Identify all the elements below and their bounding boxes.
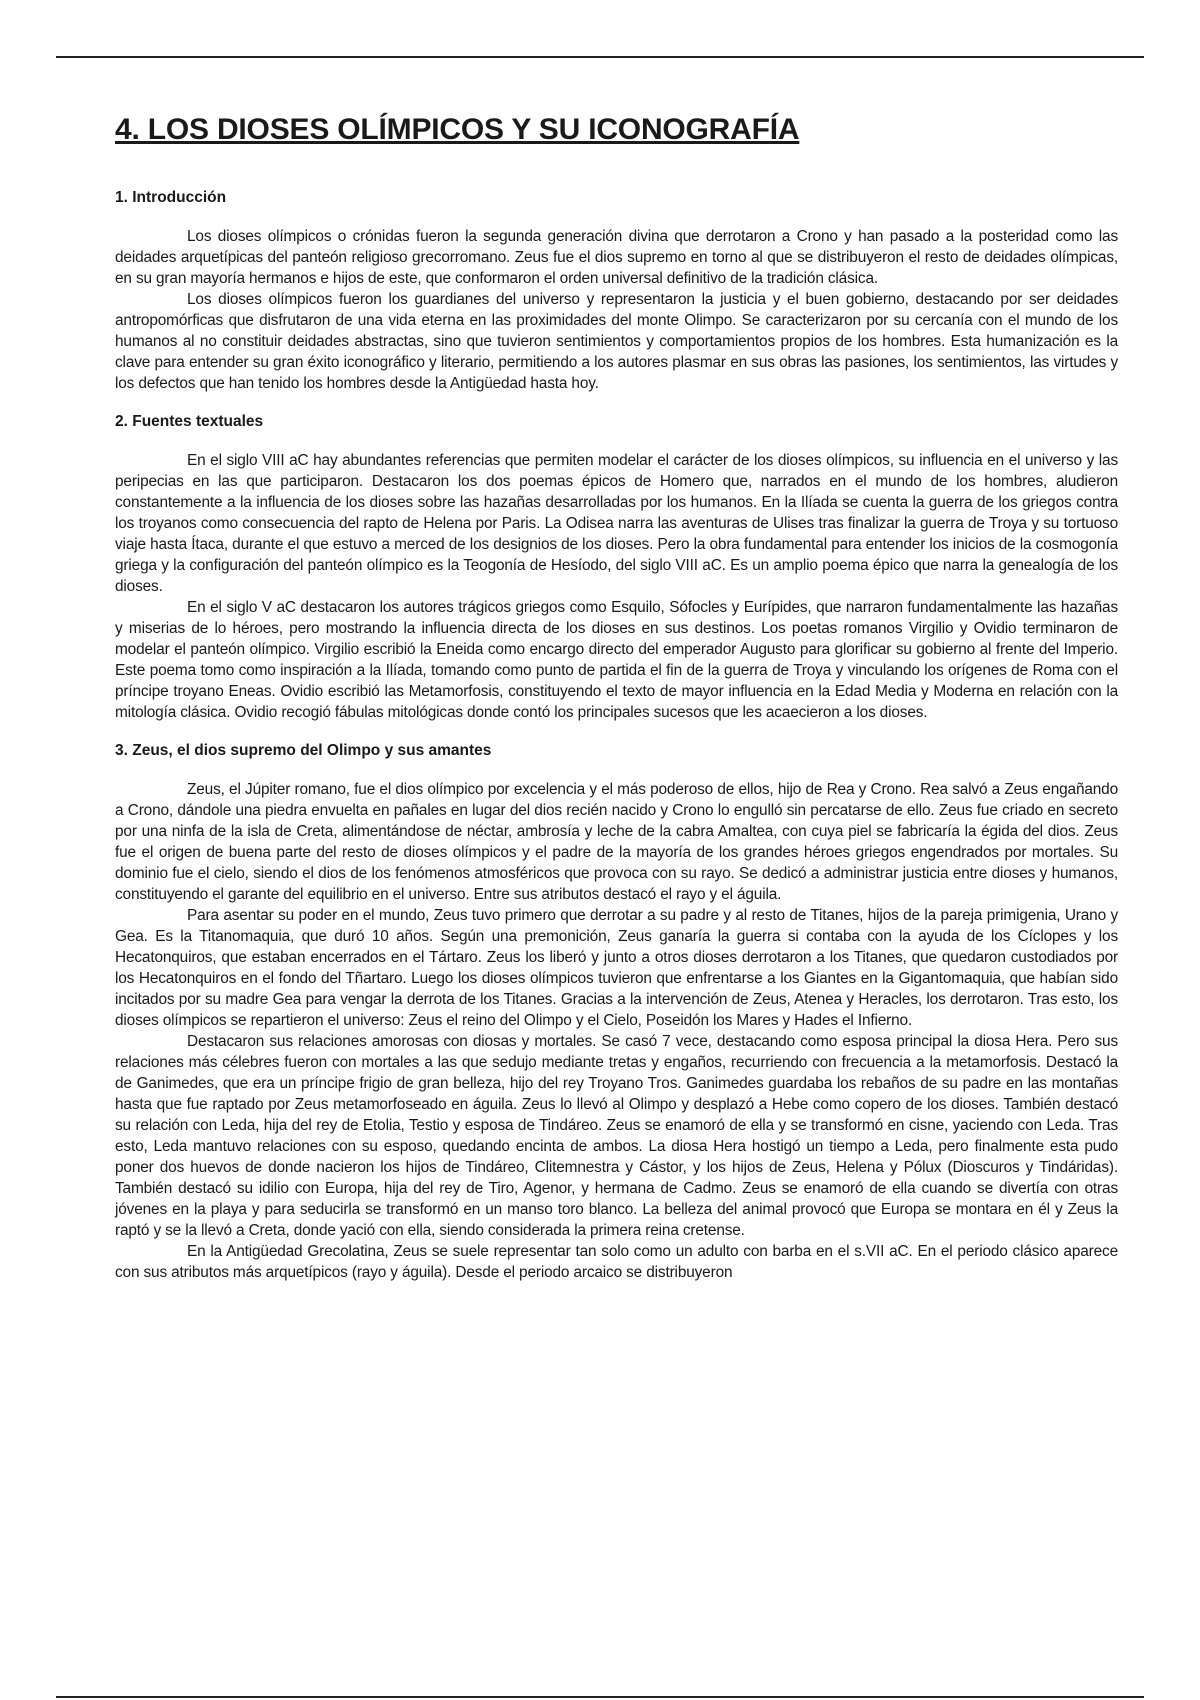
section-heading-zeus: 3. Zeus, el dios supremo del Olimpo y sus amantes: [115, 742, 492, 759]
paragraph: Los dioses olímpicos o crónidas fueron la segunda generación divina que derrotaron a Crono y han pasado a la posteridad como las deidades arquetípicas del panteón religioso grecorromano. Zeus fue el dios supremo en torno al que se distribuyeron el resto de deidades olímpicas, en su gran mayoría hermanos e hijos de este, que conformaron el orden universal definitivo de la tradición clásica.: [115, 228, 1118, 287]
section-heading-introduccion: 1. Introducción: [115, 189, 227, 206]
paragraph: Para asentar su poder en el mundo, Zeus tuvo primero que derrotar a su padre y al resto de Titanes, hijos de la pareja primigenia, Urano y Gea. Es la Titanomaquia, que duró 10 años. Según una premonición, Zeus ganaría la guerra si contaba con la ayuda de los Cíclopes y los Hecatonquiros, que estaban encerrados en el Tártaro. Zeus los liberó y junto a otros dioses derrotaron a los Titanes, que quedaron custodiados por los Hecatonquiros en el fondo del Tñartaro. Luego los dioses olímpicos tuvieron que enfrentarse a los Giantes en la Gigantomaquia, que habían sido incitados por su madre Gea para vengar la derrota de los Titanes. Gracias a la intervención de Zeus, Atenea y Heracles, los derrotaron. Tras esto, los dioses olímpicos se repartieron el universo: Zeus el reino del Olimpo y el Cielo, Poseidón los Mares y Hades el Infierno.: [115, 907, 1118, 1029]
paragraph: En el siglo V aC destacaron los autores trágicos griegos como Esquilo, Sófocles y Eurípides, que narraron fundamentalmente las hazañas y miserias de lo héroes, pero mostrando la influencia directa de los dioses en sus destinos. Los poetas romanos Virgilio y Ovidio terminaron de modelar el panteón olímpico. Virgilio escribió la Eneida como encargo directo del emperador Augusto para glorificar su gobierno al frente del Imperio. Este poema tomo como inspiración a la Ilíada, tomando como punto de partida el fin de la guerra de Troya y vinculando los orígenes de Roma con el príncipe troyano Eneas. Ovidio escribió las Metamorfosis, constituyendo el texto de mayor influencia en la Edad Media y Moderna en relación con la mitología clásica. Ovidio recogió fábulas mitológicas donde contó los principales sucesos que les acaecieron a los dioses.: [115, 599, 1118, 721]
page-title: 4. LOS DIOSES OLÍMPICOS Y SU ICONOGRAFÍA: [115, 113, 800, 146]
paragraph: Los dioses olímpicos fueron los guardianes del universo y representaron la justicia y el buen gobierno, destacando por ser deidades antropomórficas que disfrutaron de una vida eterna en las proximidades del monte Olimpo. Se caracterizaron por su cercanía con el mundo de los humanos al no constituir deidades abstractas, sino que tuvieron sentimientos y comportamientos propios de los hombres. Esta humanización es la clave para entender su gran éxito iconográfico y literario, permitiendo a los autores plasmar en sus obras las pasiones, los sentimientos, las virtudes y los defectos que han tenido los hombres desde la Antigüedad hasta hoy.: [115, 291, 1118, 392]
section-heading-fuentes-textuales: 2. Fuentes textuales: [115, 413, 264, 430]
paragraph: En el siglo VIII aC hay abundantes referencias que permiten modelar el carácter de los dioses olímpicos, su influencia en el universo y las peripecias en las que participaron. Destacaron los dos poemas épicos de Homero que, narrados en el mundo de los hombres, aludieron constantemente a la influencia de los dioses sobre las hazañas desarrolladas por los humanos. En la Ilíada se cuenta la guerra de los griegos contra los troyanos como consecuencia del rapto de Helena por Paris. La Odisea narra las aventuras de Ulises tras finalizar la guerra de Troya y su tortuoso viaje hasta Ítaca, durante el que estuvo a merced de los designios de los dioses. Pero la obra fundamental para entender los inicios de la cosmogonía griega y la configuración del panteón olímpico es la Teogonía de Hesíodo, del siglo VIII aC. Es un amplio poema épico que narra la genealogía de los dioses.: [115, 452, 1118, 595]
footer-rule: [56, 1696, 1144, 1698]
paragraph: Zeus, el Júpiter romano, fue el dios olímpico por excelencia y el más poderoso de ellos, hijo de Rea y Crono. Rea salvó a Zeus engañando a Crono, dándole una piedra envuelta en pañales en lugar del dios recién nacido y Crono lo engulló sin percatarse de ello. Zeus fue criado en secreto por una ninfa de la isla de Creta, alimentándose de néctar, ambrosía y leche de la cabra Amaltea, con cuya piel se fabricaría la égida del dios. Zeus fue el origen de buena parte del resto de dioses olímpicos y el padre de la mayoría de los grandes héroes griegos engendrados por mortales. Su dominio fue el cielo, siendo el dios de los fenómenos atmosféricos que provoca con su rayo. Se dedicó a administrar justicia entre dioses y humanos, constituyendo el garante del equilibrio en el universo. Entre sus atributos destacó el rayo y el águila.: [115, 781, 1118, 903]
page-content: [115, 110, 1118, 1283]
paragraph: En la Antigüedad Grecolatina, Zeus se suele representar tan solo como un adulto con barba en el s.VII aC. En el periodo clásico aparece con sus atributos más arquetípicos (rayo y águila). Desde el periodo arcaico se distribuyeron: [115, 1243, 1118, 1281]
paragraph: Destacaron sus relaciones amorosas con diosas y mortales. Se casó 7 vece, destacando como esposa principal la diosa Hera. Pero sus relaciones más célebres fueron con mortales a las que sedujo mediante tretas y engaños, recurriendo con frecuencia a la metamorfosis. Destacó la de Ganimedes, que era un príncipe frigio de gran belleza, hijo del rey Troyano Tros. Ganimedes guardaba los rebaños de su padre en las montañas hasta que fue raptado por Zeus metamorfoseado en águila. Zeus lo llevó al Olimpo y desplazó a Hebe como copero de los dioses. También destacó su relación con Leda, hija del rey de Etolia, Testio y esposa de Tindáreo. Zeus se enamoró de ella y se transformó en cisne, yaciendo con Leda. Tras esto, Leda mantuvo relaciones con su esposo, quedando encinta de ambos. La diosa Hera hostigó un tiempo a Leda, pero finalmente esta pudo poner dos huevos de donde nacieron los hijos de Tindáreo, Clitemnestra y Cástor, y los hijos de Zeus, Helena y Pólux (Dioscuros y Tindáridas). También destacó su idilio con Europa, hija del rey de Tiro, Agenor, y hermana de Cadmo. Zeus se enamoró de ella cuando se divertía con otras jóvenes en la playa y para seducirla se transformó en un manso toro blanco. La belleza del animal provocó que Europa se montara en él y Zeus la raptó y se la llevó a Creta, donde yació con ella, siendo considerada la primera reina cretense.: [115, 1033, 1118, 1239]
header-rule: [56, 56, 1144, 58]
